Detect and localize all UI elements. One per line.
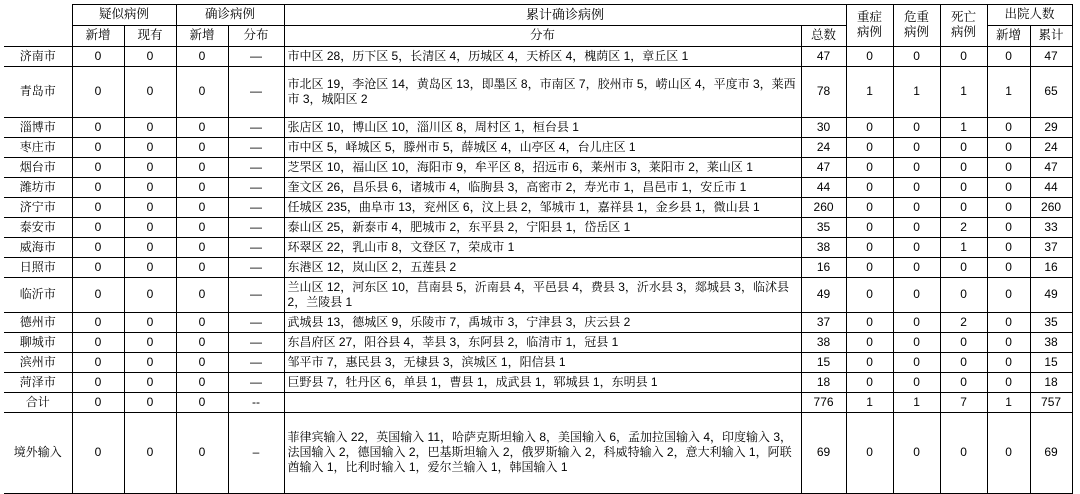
cell-discharged-total: 29 [1030, 117, 1072, 137]
header-critical-line2: 病例 [904, 25, 930, 40]
total-critical: 1 [893, 392, 940, 412]
cell-critical: 0 [893, 352, 940, 372]
total-suspected-current: 0 [124, 392, 176, 412]
table-row [4, 46, 1072, 66]
cell-confirmed-dist: — [228, 332, 284, 352]
cell-death: 0 [940, 372, 987, 392]
cell-discharged-new: 0 [987, 237, 1030, 257]
cell-severe: 0 [846, 277, 893, 312]
cell-death: 0 [940, 332, 987, 352]
cell-death: 0 [940, 277, 987, 312]
imported-confirmed-dist: – [228, 412, 284, 493]
cell-cumulative-dist: 东港区 12，岚山区 2，五莲县 2 [284, 257, 801, 277]
cell-confirmed-dist: — [228, 117, 284, 137]
cell-severe: 0 [846, 332, 893, 352]
cell-cumulative-total: 38 [801, 332, 846, 352]
cell-critical: 0 [893, 117, 940, 137]
cell-discharged-total: 260 [1030, 197, 1072, 217]
cell-suspected-new: 0 [72, 157, 124, 177]
cell-discharged-new: 0 [987, 372, 1030, 392]
total-death: 7 [940, 392, 987, 412]
cell-suspected-current: 0 [124, 352, 176, 372]
table-row [4, 217, 1072, 237]
cell-cumulative-total: 16 [801, 257, 846, 277]
table-row [4, 352, 1072, 372]
cell-discharged-new: 0 [987, 217, 1030, 237]
cell-death: 0 [940, 137, 987, 157]
cell-cumulative-dist: 市中区 28，历下区 5，长清区 4，历城区 4，天桥区 4，槐荫区 1，章丘区 1 [284, 46, 801, 66]
cell-cumulative-total: 24 [801, 137, 846, 157]
cell-confirmed-dist: — [228, 137, 284, 157]
cell-critical: 0 [893, 197, 940, 217]
cell-suspected-current: 0 [124, 312, 176, 332]
cell-confirmed-dist: — [228, 312, 284, 332]
cell-severe: 0 [846, 312, 893, 332]
cell-cumulative-total: 35 [801, 217, 846, 237]
cell-confirmed-new: 0 [176, 312, 228, 332]
cell-suspected-new: 0 [72, 257, 124, 277]
cell-suspected-current: 0 [124, 332, 176, 352]
header-death-line1: 死亡 [951, 9, 977, 24]
cell-confirmed-new: 0 [176, 66, 228, 117]
imported-confirmed-new: 0 [176, 412, 228, 493]
cell-confirmed-dist: — [228, 352, 284, 372]
cell-suspected-new: 0 [72, 312, 124, 332]
cell-cumulative-dist: 兰山区 12，河东区 10，莒南县 5，沂南县 4，平邑县 4，费县 3，沂水县 3，郯城县 3，临沭县 2，兰陵县 1 [284, 277, 801, 312]
cell-suspected-new: 0 [72, 277, 124, 312]
total-discharged-new: 1 [987, 392, 1030, 412]
cell-suspected-current: 0 [124, 372, 176, 392]
row-city-name: 济南市 [4, 46, 72, 66]
cell-confirmed-new: 0 [176, 137, 228, 157]
cell-discharged-new: 0 [987, 332, 1030, 352]
header-cumulative-confirmed: 累计确诊病例 [284, 5, 846, 26]
cell-confirmed-new: 0 [176, 237, 228, 257]
cell-death: 2 [940, 312, 987, 332]
header-critical-line1: 危重 [904, 9, 930, 24]
cell-cumulative-dist: 巨野县 7，牡丹区 6，单县 1，曹县 1，成武县 1，郓城县 1，东明县 1 [284, 372, 801, 392]
table-row [4, 312, 1072, 332]
cell-cumulative-total: 49 [801, 277, 846, 312]
cell-suspected-current: 0 [124, 197, 176, 217]
row-city-name: 淄博市 [4, 117, 72, 137]
cell-cumulative-total: 38 [801, 237, 846, 257]
cell-cumulative-dist: 武城县 13，德城区 9，乐陵市 7，禹城市 3，宁津县 3，庆云县 2 [284, 312, 801, 332]
imported-suspected-current: 0 [124, 412, 176, 493]
cell-critical: 0 [893, 372, 940, 392]
cell-suspected-current: 0 [124, 277, 176, 312]
row-city-name: 泰安市 [4, 217, 72, 237]
cell-suspected-new: 0 [72, 372, 124, 392]
table-row [4, 332, 1072, 352]
cell-confirmed-dist: — [228, 277, 284, 312]
cell-severe: 0 [846, 157, 893, 177]
cell-discharged-total: 65 [1030, 66, 1072, 117]
cell-confirmed-new: 0 [176, 277, 228, 312]
cell-critical: 1 [893, 66, 940, 117]
cell-suspected-current: 0 [124, 137, 176, 157]
cell-critical: 0 [893, 177, 940, 197]
table-row [4, 372, 1072, 392]
cell-suspected-current: 0 [124, 237, 176, 257]
cell-death: 2 [940, 217, 987, 237]
cell-discharged-new: 0 [987, 352, 1030, 372]
cell-confirmed-dist: — [228, 217, 284, 237]
cell-severe: 0 [846, 137, 893, 157]
cell-death: 0 [940, 197, 987, 217]
total-discharged-total: 757 [1030, 392, 1072, 412]
total-suspected-new: 0 [72, 392, 124, 412]
cell-confirmed-dist: — [228, 257, 284, 277]
cell-death: 0 [940, 46, 987, 66]
cell-discharged-new: 0 [987, 46, 1030, 66]
cell-severe: 0 [846, 257, 893, 277]
cell-suspected-current: 0 [124, 217, 176, 237]
cell-cumulative-dist: 邹平市 7，惠民县 3，无棣县 3，滨城区 1，阳信县 1 [284, 352, 801, 372]
header-severe-cases [846, 5, 893, 47]
imported-cumulative-dist: 菲律宾输入 22，英国输入 11，哈萨克斯坦输入 8，美国输入 6，孟加拉国输入 4，印度输入 3，法国输入 2，德国输入 2，巴基斯坦输入 2，俄罗斯输入 2，科威特输入 2，意大利输入 1，阿联酋输入 1，比利时输入 1，爱尔兰输入 1，韩国输入 1 [284, 412, 801, 493]
total-confirmed-dist: -- [228, 392, 284, 412]
cell-suspected-current: 0 [124, 46, 176, 66]
cell-discharged-new: 0 [987, 137, 1030, 157]
cell-discharged-new: 0 [987, 117, 1030, 137]
total-severe: 1 [846, 392, 893, 412]
imported-discharged-total: 69 [1030, 412, 1072, 493]
table-row [4, 257, 1072, 277]
cell-cumulative-total: 47 [801, 157, 846, 177]
cell-severe: 0 [846, 372, 893, 392]
table-imported-row [4, 412, 1072, 493]
total-cumulative-dist [284, 392, 801, 412]
row-city-name: 枣庄市 [4, 137, 72, 157]
cell-confirmed-dist: — [228, 177, 284, 197]
row-city-name: 德州市 [4, 312, 72, 332]
table-header-row-1 [4, 5, 1072, 26]
cell-severe: 0 [846, 197, 893, 217]
cell-confirmed-dist: — [228, 372, 284, 392]
table-row [4, 197, 1072, 217]
table-row [4, 237, 1072, 257]
row-city-name: 临沂市 [4, 277, 72, 312]
cell-cumulative-total: 15 [801, 352, 846, 372]
cell-critical: 0 [893, 237, 940, 257]
total-cumulative-total: 776 [801, 392, 846, 412]
row-city-name: 烟台市 [4, 157, 72, 177]
row-city-name: 青岛市 [4, 66, 72, 117]
cell-discharged-total: 49 [1030, 277, 1072, 312]
cell-discharged-total: 38 [1030, 332, 1072, 352]
cell-suspected-current: 0 [124, 157, 176, 177]
header-suspected-new: 新增 [72, 26, 124, 47]
cell-death: 0 [940, 352, 987, 372]
cell-confirmed-new: 0 [176, 332, 228, 352]
header-death-cases [940, 5, 987, 47]
cell-death: 0 [940, 177, 987, 197]
cell-death: 1 [940, 66, 987, 117]
cell-confirmed-new: 0 [176, 117, 228, 137]
cell-discharged-total: 47 [1030, 157, 1072, 177]
cell-confirmed-dist: — [228, 66, 284, 117]
cell-cumulative-total: 47 [801, 46, 846, 66]
cell-cumulative-dist: 张店区 10，博山区 10，淄川区 8，周村区 1，桓台县 1 [284, 117, 801, 137]
cell-cumulative-total: 18 [801, 372, 846, 392]
cell-critical: 0 [893, 157, 940, 177]
cell-suspected-new: 0 [72, 66, 124, 117]
cell-cumulative-total: 30 [801, 117, 846, 137]
row-city-name: 济宁市 [4, 197, 72, 217]
cell-cumulative-dist: 芝罘区 10，福山区 10，海阳市 9，牟平区 8，招远市 6，莱州市 3，莱阳市 2，莱山区 1 [284, 157, 801, 177]
table-row [4, 277, 1072, 312]
cell-discharged-new: 1 [987, 66, 1030, 117]
imported-severe: 0 [846, 412, 893, 493]
cell-cumulative-dist: 东昌府区 27，阳谷县 4，莘县 3，东阿县 2，临清市 1，冠县 1 [284, 332, 801, 352]
total-label: 合计 [4, 392, 72, 412]
header-cumulative-total: 总数 [801, 26, 846, 47]
cell-suspected-new: 0 [72, 197, 124, 217]
header-confirmed-cases: 确诊病例 [176, 5, 284, 26]
cell-critical: 0 [893, 137, 940, 157]
row-city-name: 聊城市 [4, 332, 72, 352]
cell-confirmed-dist: — [228, 46, 284, 66]
table-row [4, 117, 1072, 137]
cell-confirmed-dist: — [228, 237, 284, 257]
cell-suspected-new: 0 [72, 137, 124, 157]
cell-confirmed-new: 0 [176, 46, 228, 66]
table-row [4, 66, 1072, 117]
cell-discharged-total: 37 [1030, 237, 1072, 257]
cell-confirmed-new: 0 [176, 157, 228, 177]
header-confirmed-new: 新增 [176, 26, 228, 47]
cell-confirmed-new: 0 [176, 217, 228, 237]
cell-suspected-current: 0 [124, 117, 176, 137]
cell-severe: 0 [846, 117, 893, 137]
cell-cumulative-dist: 任城区 235，曲阜市 13，兖州区 6，汶上县 2，邹城市 1，嘉祥县 1，金乡县 1，微山县 1 [284, 197, 801, 217]
cell-severe: 0 [846, 217, 893, 237]
imported-suspected-new: 0 [72, 412, 124, 493]
row-city-name: 威海市 [4, 237, 72, 257]
cell-severe: 0 [846, 177, 893, 197]
cell-discharged-new: 0 [987, 197, 1030, 217]
cell-cumulative-total: 78 [801, 66, 846, 117]
cell-discharged-new: 0 [987, 157, 1030, 177]
cell-critical: 0 [893, 312, 940, 332]
cell-cumulative-total: 44 [801, 177, 846, 197]
header-cumulative-dist: 分布 [284, 26, 801, 47]
cell-death: 1 [940, 117, 987, 137]
cell-confirmed-new: 0 [176, 372, 228, 392]
cell-confirmed-new: 0 [176, 352, 228, 372]
cell-critical: 0 [893, 277, 940, 312]
header-stub [4, 5, 72, 47]
cell-cumulative-dist: 奎文区 26，昌乐县 6，诸城市 4，临朐县 3，高密市 2，寿光市 1，昌邑市 1，安丘市 1 [284, 177, 801, 197]
cell-discharged-new: 0 [987, 277, 1030, 312]
cell-cumulative-dist: 泰山区 25，新泰市 4，肥城市 2，东平县 2，宁阳县 1，岱岳区 1 [284, 217, 801, 237]
cell-critical: 0 [893, 332, 940, 352]
cell-suspected-new: 0 [72, 237, 124, 257]
cell-discharged-total: 18 [1030, 372, 1072, 392]
imported-discharged-new: 0 [987, 412, 1030, 493]
cell-critical: 0 [893, 46, 940, 66]
cell-discharged-total: 24 [1030, 137, 1072, 157]
cell-discharged-new: 0 [987, 177, 1030, 197]
cell-discharged-new: 0 [987, 312, 1030, 332]
cell-cumulative-total: 260 [801, 197, 846, 217]
table-total-row [4, 392, 1072, 412]
cell-suspected-new: 0 [72, 352, 124, 372]
header-discharged-total: 累计 [1030, 26, 1072, 47]
total-confirmed-new: 0 [176, 392, 228, 412]
cell-critical: 0 [893, 217, 940, 237]
cell-critical: 0 [893, 257, 940, 277]
imported-death: 0 [940, 412, 987, 493]
imported-critical: 0 [893, 412, 940, 493]
cell-confirmed-dist: — [228, 157, 284, 177]
epidemic-statistics-table [4, 4, 1073, 494]
cell-cumulative-dist: 市中区 5，峄城区 5，滕州市 5，薛城区 4，山亭区 4，台儿庄区 1 [284, 137, 801, 157]
cell-discharged-total: 16 [1030, 257, 1072, 277]
cell-discharged-total: 33 [1030, 217, 1072, 237]
cell-severe: 0 [846, 237, 893, 257]
header-discharged-new: 新增 [987, 26, 1030, 47]
header-suspected-cases: 疑似病例 [72, 5, 176, 26]
cell-suspected-new: 0 [72, 46, 124, 66]
cell-confirmed-new: 0 [176, 177, 228, 197]
row-city-name: 菏泽市 [4, 372, 72, 392]
cell-confirmed-dist: — [228, 197, 284, 217]
cell-severe: 0 [846, 46, 893, 66]
cell-discharged-total: 47 [1030, 46, 1072, 66]
cell-suspected-current: 0 [124, 177, 176, 197]
header-severe-line2: 病例 [857, 25, 883, 40]
cell-cumulative-total: 37 [801, 312, 846, 332]
cell-suspected-new: 0 [72, 177, 124, 197]
cell-suspected-new: 0 [72, 332, 124, 352]
table-row [4, 177, 1072, 197]
table-row [4, 137, 1072, 157]
cell-suspected-current: 0 [124, 257, 176, 277]
header-death-line2: 病例 [951, 25, 977, 40]
cell-severe: 1 [846, 66, 893, 117]
cell-confirmed-new: 0 [176, 197, 228, 217]
cell-suspected-current: 0 [124, 66, 176, 117]
cell-discharged-new: 0 [987, 257, 1030, 277]
cell-death: 1 [940, 237, 987, 257]
cell-discharged-total: 44 [1030, 177, 1072, 197]
cell-death: 0 [940, 157, 987, 177]
cell-discharged-total: 35 [1030, 312, 1072, 332]
header-severe-line1: 重症 [857, 9, 883, 24]
row-city-name: 潍坊市 [4, 177, 72, 197]
cell-death: 0 [940, 257, 987, 277]
cell-severe: 0 [846, 352, 893, 372]
cell-cumulative-dist: 环翠区 22，乳山市 8，文登区 7，荣成市 1 [284, 237, 801, 257]
cell-cumulative-dist: 市北区 19，李沧区 14，黄岛区 13，即墨区 8，市南区 7，胶州市 5，崂山区 4，平度市 3，莱西市 3，城阳区 2 [284, 66, 801, 117]
header-confirmed-dist: 分布 [228, 26, 284, 47]
header-critical-cases [893, 5, 940, 47]
cell-confirmed-new: 0 [176, 257, 228, 277]
imported-cumulative-total: 69 [801, 412, 846, 493]
imported-label: 境外输入 [4, 412, 72, 493]
cell-discharged-total: 15 [1030, 352, 1072, 372]
header-suspected-current: 现有 [124, 26, 176, 47]
cell-suspected-new: 0 [72, 217, 124, 237]
row-city-name: 滨州市 [4, 352, 72, 372]
table-row [4, 157, 1072, 177]
cell-suspected-new: 0 [72, 117, 124, 137]
row-city-name: 日照市 [4, 257, 72, 277]
header-discharged: 出院人数 [987, 5, 1072, 26]
